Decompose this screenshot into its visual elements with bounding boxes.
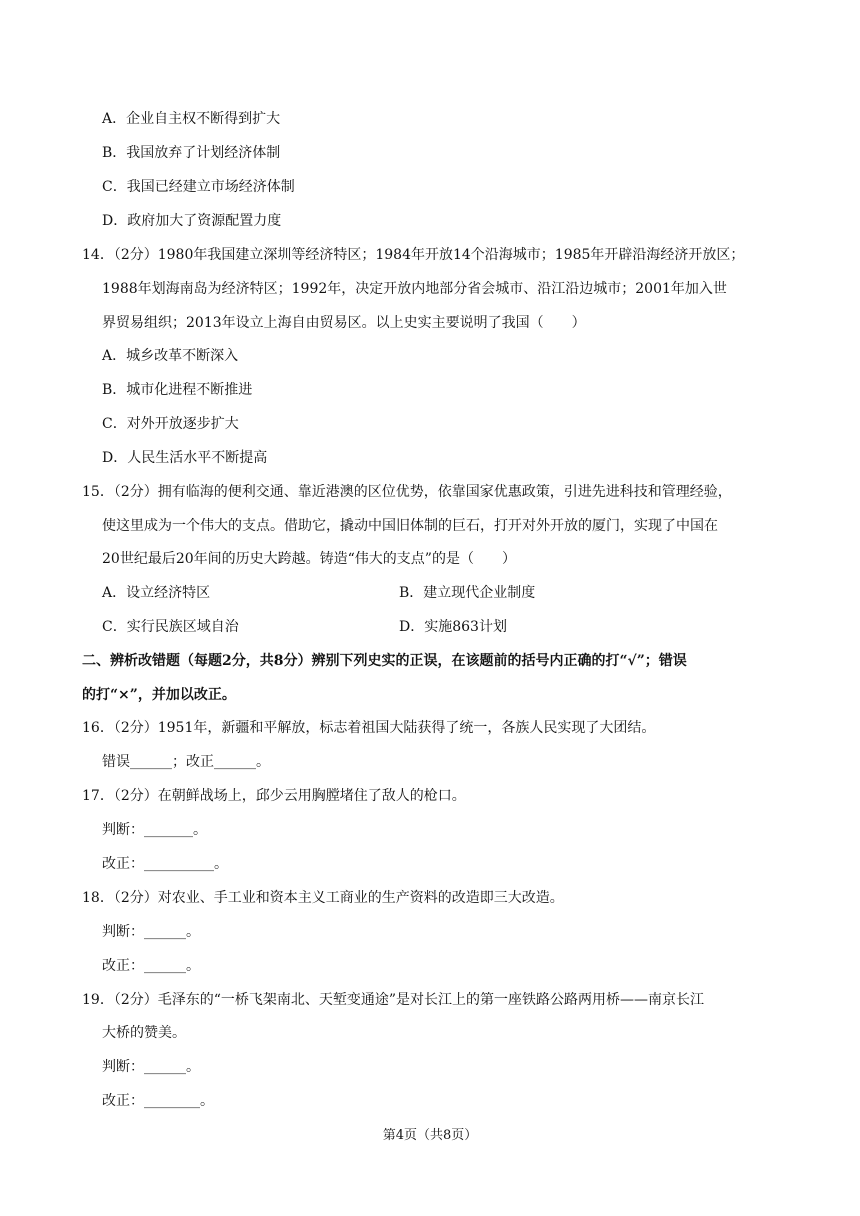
q16-stem: 16．（2分）1951年，新疆和平解放，标志着祖国大陆获得了统一，各族人民实现了大团结。 <box>82 720 656 736</box>
q19-judge-blank: 判断：______。 <box>102 1059 200 1075</box>
q19-fix-blank: 改正：________。 <box>102 1093 214 1109</box>
q18-stem: 18．（2分）对农业、手工业和资本主义工商业的生产资料的改造即三大改造。 <box>82 890 564 906</box>
q13-option-d: D．政府加大了资源配置力度 <box>102 213 282 229</box>
q14-option-b: B．城市化进程不断推进 <box>102 382 253 398</box>
q15-stem-line3: 20世纪最后20年间的历史大跨越。铸造“伟大的支点”的是（ ） <box>102 551 516 567</box>
q19-stem-line1: 19．（2分）毛泽东的“一桥飞架南北、天堑变通途”是对长江上的第一座铁路公路两用桥——南京长江 <box>82 992 705 1008</box>
q14-option-c: C．对外开放逐步扩大 <box>102 416 239 432</box>
q15-option-c: C．实行民族区域自治 <box>102 619 239 635</box>
q14-stem-line3: 界贸易组织；2013年设立上海自由贸易区。以上史实主要说明了我国（ ） <box>102 315 586 331</box>
q17-fix-blank: 改正：__________。 <box>102 856 228 872</box>
q14-option-d: D．人民生活水平不断提高 <box>102 450 268 466</box>
q14-stem-line1: 14．（2分）1980年我国建立深圳等经济特区；1984年开放14个沿海城市；1985年开辟沿海经济开放区； <box>82 247 745 263</box>
q16-answer-blank: 错误______；改正______。 <box>102 754 270 770</box>
q15-option-b: B．建立现代企业制度 <box>399 585 536 601</box>
q13-option-b: B．我国放弃了计划经济体制 <box>102 145 281 161</box>
q15-stem-line1: 15．（2分）拥有临海的便利交通、靠近港澳的区位优势，依靠国家优惠政策，引进先进科技和管理经验， <box>82 484 732 500</box>
q17-stem: 17．（2分）在朝鲜战场上，邱少云用胸膛堵住了敌人的枪口。 <box>82 788 466 804</box>
q17-judge-blank: 判断：_______。 <box>102 822 207 838</box>
section2-heading-line2: 的打“×”，并加以改正。 <box>82 687 236 703</box>
q13-option-c: C．我国已经建立市场经济体制 <box>102 179 295 195</box>
q14-option-a: A．城乡改革不断深入 <box>102 348 239 364</box>
q15-option-a: A．设立经济特区 <box>102 585 211 601</box>
q15-option-d: D．实施863计划 <box>399 619 507 635</box>
q18-judge-blank: 判断：______。 <box>102 924 200 940</box>
q18-fix-blank: 改正：______。 <box>102 958 200 974</box>
section2-heading-line1: 二、辨析改错题（每题2分，共8分）辨别下列史实的正误，在该题前的括号内正确的打“√”；错误 <box>82 653 687 669</box>
q15-stem-line2: 使这里成为一个伟大的支点。借助它，撬动中国旧体制的巨石，打开对外开放的厦门，实现了中国在 <box>102 518 718 534</box>
q14-stem-line2: 1988年划海南岛为经济特区；1992年，决定开放内地部分省会城市、沿江沿边城市；2001年加入世 <box>102 281 727 297</box>
q19-stem-line2: 大桥的赞美。 <box>102 1025 186 1041</box>
q13-option-a: A．企业自主权不断得到扩大 <box>102 111 281 127</box>
page-number-footer: 第4页（共8页） <box>382 1128 478 1143</box>
